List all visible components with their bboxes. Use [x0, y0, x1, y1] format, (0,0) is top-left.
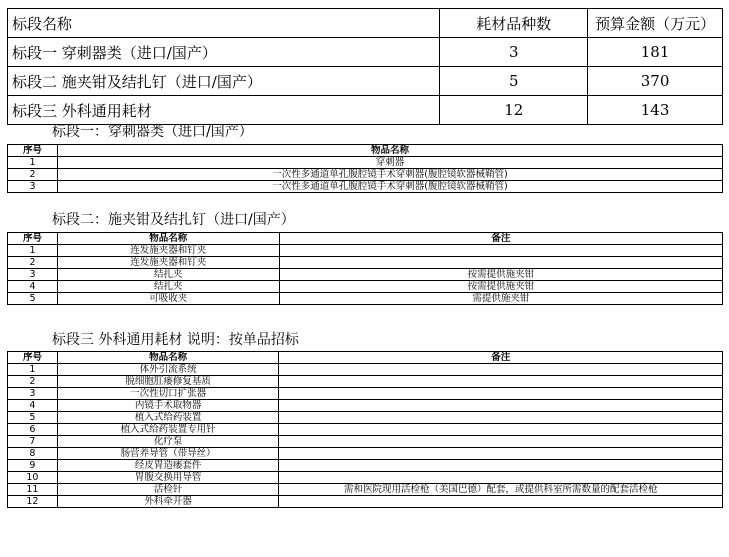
- index-cell: 3: [8, 181, 58, 193]
- section-name-cell: 标段二 施夹钳及结扎钉（进口/国产）: [8, 67, 440, 96]
- table-row: [8, 436, 723, 448]
- summary-table: [7, 8, 723, 125]
- remark-cell: 需提供施夹钳: [279, 293, 722, 305]
- table-row: [8, 400, 723, 412]
- remark-cell: [279, 364, 723, 376]
- header-index: 序号: [8, 233, 58, 245]
- item-count-cell: 5: [440, 67, 588, 96]
- table-row: [8, 364, 723, 376]
- table-row: [8, 157, 723, 169]
- item-name-cell: 结扎夹: [57, 269, 279, 281]
- item-name-cell: 一次性多通道单孔腹腔镜手术穿刺器(腹腔镜软器械鞘管): [57, 181, 722, 193]
- table-row: [8, 245, 723, 257]
- item-name-cell: 内镜手术取物器: [57, 400, 279, 412]
- index-cell: 1: [8, 157, 58, 169]
- index-cell: 6: [8, 424, 58, 436]
- remark-cell: [279, 257, 722, 269]
- remark-cell: [279, 400, 723, 412]
- table-row: [8, 269, 723, 281]
- header-remark: 备注: [279, 352, 723, 364]
- item-name-cell: 一次性多通道单孔腹腔镜手术穿刺器(腹腔镜软器械鞘管): [57, 169, 722, 181]
- remark-cell: [279, 412, 723, 424]
- remark-cell: 按需提供施夹钳: [279, 281, 722, 293]
- section3-table: [7, 351, 723, 508]
- table-row: [8, 484, 723, 496]
- header-item-name: 物品名称: [57, 233, 279, 245]
- remark-cell: [279, 424, 723, 436]
- item-name-cell: 胃腹交换用导管: [57, 472, 279, 484]
- index-cell: 5: [8, 412, 58, 424]
- index-cell: 3: [8, 269, 58, 281]
- table-row: [8, 424, 723, 436]
- header-item-count: 耗材品种数: [440, 9, 588, 38]
- remark-cell: 按需提供施夹钳: [279, 269, 722, 281]
- item-name-cell: 连发施夹器和钉夹: [57, 245, 279, 257]
- item-name-cell: 连发施夹器和钉夹: [57, 257, 279, 269]
- table-row: [8, 257, 723, 269]
- budget-cell: 181: [588, 38, 723, 67]
- item-name-cell: 化疗泵: [57, 436, 279, 448]
- header-remark: 备注: [279, 233, 722, 245]
- item-name-cell: 植入式给药装置专用针: [57, 424, 279, 436]
- index-cell: 10: [8, 472, 58, 484]
- section1-header-row: [8, 145, 723, 157]
- item-name-cell: 穿刺器: [57, 157, 722, 169]
- remark-cell: [279, 436, 723, 448]
- header-item-name: 物品名称: [57, 145, 722, 157]
- index-cell: 2: [8, 257, 58, 269]
- table-row: [8, 293, 723, 305]
- remark-cell: [279, 448, 723, 460]
- remark-cell: [279, 376, 723, 388]
- table-row: [8, 460, 723, 472]
- section2-header-row: [8, 233, 723, 245]
- item-name-cell: 体外引流系统: [57, 364, 279, 376]
- remark-cell: [279, 472, 723, 484]
- item-name-cell: 经皮胃造瘘套件: [57, 460, 279, 472]
- table-row: [8, 376, 723, 388]
- index-cell: 8: [8, 448, 58, 460]
- header-index: 序号: [8, 352, 58, 364]
- item-name-cell: 一次性切口扩张器: [57, 388, 279, 400]
- index-cell: 7: [8, 436, 58, 448]
- remark-cell: 需和医院现用活检枪（美国巴德）配套，或提供科室所需数量的配套活检枪: [279, 484, 723, 496]
- section1-table: [7, 144, 723, 193]
- index-cell: 1: [8, 364, 58, 376]
- index-cell: 2: [8, 169, 58, 181]
- item-name-cell: 植入式给药装置: [57, 412, 279, 424]
- item-name-cell: 可吸收夹: [57, 293, 279, 305]
- remark-cell: [279, 245, 722, 257]
- item-name-cell: 脱细胞肛瘘修复基质: [57, 376, 279, 388]
- table-row: [8, 388, 723, 400]
- section-name-cell: 标段一 穿刺器类（进口/国产）: [8, 38, 440, 67]
- table-row: [8, 472, 723, 484]
- section-name-cell: 标段三 外科通用耗材: [8, 96, 440, 125]
- index-cell: 3: [8, 388, 58, 400]
- table-row: [8, 496, 723, 508]
- index-cell: 1: [8, 245, 58, 257]
- section3-title: 标段三 外科通用耗材 说明：按单品招标: [52, 332, 299, 348]
- budget-cell: 370: [588, 67, 723, 96]
- table-row: [8, 181, 723, 193]
- section2-table: [7, 232, 723, 305]
- item-name-cell: 结扎夹: [57, 281, 279, 293]
- table-row: [8, 169, 723, 181]
- index-cell: 4: [8, 281, 58, 293]
- item-count-cell: 12: [440, 96, 588, 125]
- item-name-cell: 活检针: [57, 484, 279, 496]
- section2-title: 标段二：施夹钳及结扎钉（进口/国产）: [52, 212, 295, 228]
- remark-cell: [279, 496, 723, 508]
- budget-cell: 143: [588, 96, 723, 125]
- index-cell: 12: [8, 496, 58, 508]
- table-row: [8, 448, 723, 460]
- header-budget: 预算金额（万元）: [588, 9, 723, 38]
- index-cell: 9: [8, 460, 58, 472]
- table-row: [8, 67, 723, 96]
- table-row: [8, 412, 723, 424]
- section3-header-row: [8, 352, 723, 364]
- item-count-cell: 3: [440, 38, 588, 67]
- index-cell: 5: [8, 293, 58, 305]
- header-index: 序号: [8, 145, 58, 157]
- item-name-cell: 外科牵开器: [57, 496, 279, 508]
- remark-cell: [279, 388, 723, 400]
- section1-title: 标段一：穿刺器类（进口/国产）: [52, 124, 253, 140]
- index-cell: 2: [8, 376, 58, 388]
- summary-header-row: [8, 9, 723, 38]
- table-row: [8, 281, 723, 293]
- table-row: [8, 38, 723, 67]
- header-item-name: 物品名称: [57, 352, 279, 364]
- index-cell: 4: [8, 400, 58, 412]
- item-name-cell: 肠营养导管（带导丝）: [57, 448, 279, 460]
- remark-cell: [279, 460, 723, 472]
- index-cell: 11: [8, 484, 58, 496]
- header-section-name: 标段名称: [8, 9, 440, 38]
